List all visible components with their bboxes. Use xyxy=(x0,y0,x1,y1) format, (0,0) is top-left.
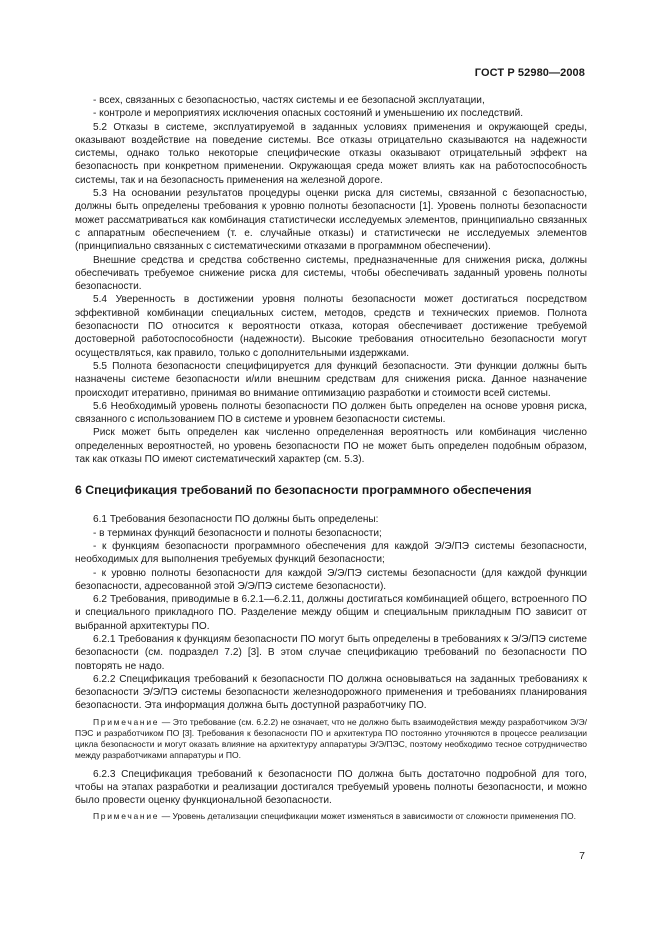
paragraph: 5.5 Полнота безопасности специфицируется для функций безопасности. Эти функции должны быть назначены системе безопасности и/или внешним средствам для снижения риска. Данное назначение происходит итеративно, принимая во внимание оптимизацию разработки и стоимости всей системы. xyxy=(75,360,587,399)
note-text: — Уровень детализации спецификации может изменяться в зависимости от сложности применения ПО. xyxy=(161,811,576,822)
paragraph: - к уровню полноты безопасности для каждой Э/Э/ПЭ системы безопасности (для каждой функции безопасности, адресованной этой Э/Э/ПЭ системе безопасности). xyxy=(75,567,587,592)
paragraph: - контроле и мероприятиях исключения опасных состояний и уменьшению их последствий. xyxy=(93,108,524,120)
note-text: — Это требование (см. 6.2.2) не означает, что не должно быть взаимодействия между разработчиком Э/Э/ПЭС и разработчиком ПО [3]. Требования к безопасности ПО и архитектура ПО постоянно уточняются в процессе реализации цикла безопасности и могут оказать влияние на архитектуру аппаратуры Э/Э/ПЭС, поэтому необходимо тесное сотрудничество между разработчиками аппаратуры и ПО. xyxy=(75,716,587,761)
paragraph: 6.2 Требования, приводимые в 6.2.1—6.2.11, должны достигаться комбинацией общего, встроенного ПО и специального прикладного ПО. Разделение между общим и специальным прикладным ПО зависит от выбранной архитектуры ПО. xyxy=(75,594,587,632)
paragraph: 6.2.2 Спецификация требований к безопасности ПО должна основываться на заданных требованиях к безопасности Э/Э/ПЭ системы безопасности железнодорожного применения и требованиях планирования безопасности. Эта информация должна быть доступной разработчику ПО. xyxy=(75,673,587,712)
paragraph: 6.1 Требования безопасности ПО должны быть определены: xyxy=(93,514,379,526)
paragraph: 5.4 Уверенность в достижении уровня полноты безопасности может достигаться посредством эффективной комбинации специальных систем, методов, средств и технических приемов. Полнота безопасности ПО относится к вероятности отказа, которая обеспечивает достижение требуемой достоверной работоспособности (надежности). Высокие требования относительно безопасности могут осуществляться, как правило, только с дополнительными издержками. xyxy=(75,294,587,359)
note-label: Примечание xyxy=(93,716,160,727)
paragraph: 6.2.3 Спецификация требований к безопасности ПО должна быть достаточно подробной для того, чтобы на этапах разработки и реализации достигался требуемый уровень полноты безопасности, и можно было провести оценку функциональной безопасности. xyxy=(75,768,587,807)
paragraph: 5.2 Отказы в системе, эксплуатируемой в заданных условиях применения и окружающей среды, оказывают воздействие на поведение системы. Все отказы отрицательно сказываются на надежности системы, однако только некоторые специфические отказы оказывают отрицательный эффект на безопасность при конкретном применении. Окружающая среда может влиять как на работоспособность системы, так и на безопасность применения на железной дороге. xyxy=(75,121,587,186)
section-heading: 6 Спецификация требований по безопасности программного обеспечения xyxy=(75,483,532,498)
page-number: 7 xyxy=(579,850,585,862)
note xyxy=(75,717,587,762)
paragraph: - к функциям безопасности программного обеспечения для каждой Э/Э/ПЭ системы безопасности, необходимых для выполнения требуемых функций безопасности; xyxy=(75,540,587,566)
note-label: Примечание xyxy=(93,811,160,822)
paragraph: 5.3 На основании результатов процедуры оценки риска для системы, связанной с безопасностью, должны быть определены требования к уровню полноты безопасности [1]. Уровень полноты безопасности может рассматриваться как комбинация статистически исследуемых элементов, принципиально связанных с аппаратным обеспечением (т. е. случайные отказы) и статистически не исследуемых элементов (принципиально связанных с систематическими отказами в программном обеспечении). xyxy=(75,188,587,253)
paragraph: 5.6 Необходимый уровень полноты безопасности ПО должен быть определен на основе уровня риска, связанного с использованием ПО в системе и уровнем безопасности системы. xyxy=(75,400,587,426)
note xyxy=(75,811,587,822)
paragraph: 6.2.1 Требования к функциям безопасности ПО могут быть определены в требованиях к Э/Э/ПЭ системе безопасности (см. подраздел 7.2) [3]. В этом случае спецификацию требований по безопасности ПО повторять не надо. xyxy=(75,633,587,672)
page-body xyxy=(75,94,587,829)
paragraph: - всех, связанных с безопасностью, частях системы и ее безопасной эксплуатации, xyxy=(93,95,485,106)
document-id: ГОСТ Р 52980—2008 xyxy=(474,67,585,79)
paragraph: Риск может быть определен как численно определенная вероятность или комбинация численно определенных вероятностей, но уровень безопасности ПО не может быть определен подобным образом, так как отказы ПО имеют систематический характер (см. 5.3). xyxy=(75,427,587,466)
paragraph: Внешние средства и средства собственно системы, предназначенные для снижения риска, должны обеспечивать требуемое снижение риска для системы, чтобы обеспечивать заданный уровень полноты безопасности. xyxy=(75,254,587,293)
paragraph: - в терминах функций безопасности и полноты безопасности; xyxy=(93,527,382,539)
